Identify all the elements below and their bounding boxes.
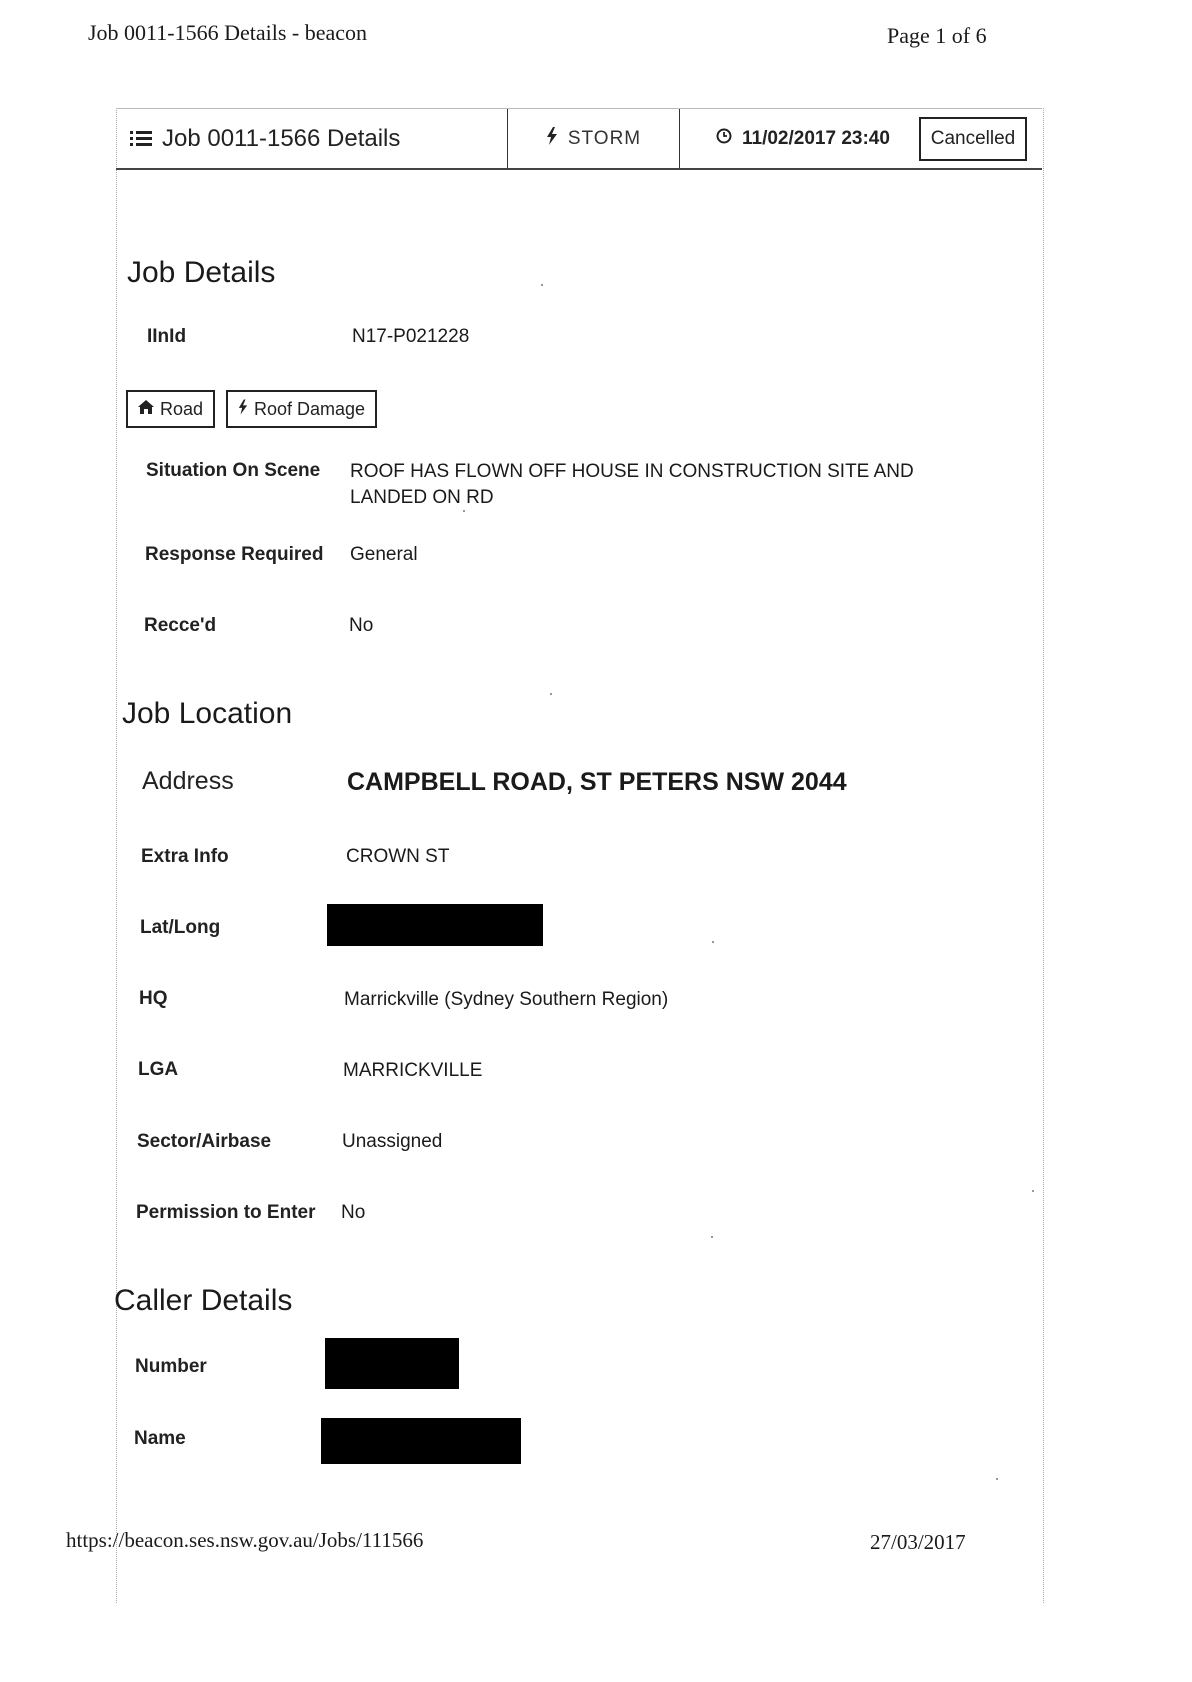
lightning-icon — [546, 127, 558, 151]
scan-speck — [996, 1478, 998, 1480]
lga-value: MARRICKVILLE — [343, 1060, 483, 1081]
tag-road[interactable] — [126, 390, 215, 428]
scan-speck — [1032, 1190, 1034, 1192]
caller-name-redacted — [321, 1418, 521, 1464]
tag-roof-damage-label: Roof Damage — [254, 398, 366, 419]
hq-value: Marrickville (Sydney Southern Region) — [344, 989, 669, 1010]
address-value: CAMPBELL ROAD, ST PETERS NSW 2044 — [347, 768, 847, 796]
job-title: Job 0011-1566 Details — [162, 124, 401, 152]
job-type-segment — [508, 109, 680, 168]
address-label: Address — [142, 767, 234, 795]
response-label: Response Required — [145, 544, 324, 565]
scan-speck — [712, 941, 714, 943]
caller-number-label: Number — [135, 1356, 207, 1377]
caller-name-label: Name — [134, 1428, 186, 1449]
job-datetime: 11/02/2017 23:40 — [742, 127, 890, 149]
lga-label: LGA — [138, 1059, 179, 1080]
print-document-title: Job 0011-1566 Details - beacon — [88, 20, 368, 45]
job-title-segment — [116, 109, 508, 168]
tag-road-label: Road — [160, 398, 204, 419]
response-value: General — [350, 544, 418, 565]
extra-info-label: Extra Info — [141, 846, 229, 867]
scan-speck — [541, 284, 543, 286]
lightning-icon — [238, 399, 248, 419]
print-footer-url: https://beacon.ses.nsw.gov.au/Jobs/111566 — [66, 1528, 424, 1552]
hq-label: HQ — [139, 988, 168, 1009]
sector-label: Sector/Airbase — [137, 1131, 272, 1152]
job-location-heading: Job Location — [122, 697, 293, 730]
extra-info-value: CROWN ST — [346, 846, 450, 867]
tag-roof-damage[interactable] — [226, 390, 377, 428]
sector-value: Unassigned — [342, 1131, 443, 1152]
recce-label: Recce'd — [144, 615, 217, 636]
permission-value: No — [341, 1202, 366, 1223]
recce-value: No — [349, 615, 374, 636]
content-frame — [116, 108, 1044, 1603]
scan-speck — [463, 510, 465, 512]
caller-number-redacted — [325, 1338, 459, 1389]
status-badge: Cancelled — [919, 117, 1027, 161]
job-type-label: STORM — [567, 127, 642, 149]
icms-id-value: N17-P021228 — [352, 326, 470, 347]
scan-speck — [550, 693, 552, 695]
situation-value-line1: ROOF HAS FLOWN OFF HOUSE IN CONSTRUCTION SITE AND — [350, 461, 914, 482]
scan-speck — [711, 1236, 713, 1238]
situation-label: Situation On Scene — [146, 460, 321, 481]
list-icon — [130, 131, 152, 147]
permission-label: Permission to Enter — [136, 1202, 316, 1223]
print-page-number: Page 1 of 6 — [887, 23, 987, 48]
print-footer-date: 27/03/2017 — [870, 1530, 966, 1554]
icms-id-label: IInId — [147, 326, 187, 347]
job-header-bar — [116, 108, 1042, 170]
job-details-heading: Job Details — [127, 256, 276, 289]
home-icon — [138, 400, 154, 418]
clock-icon — [716, 128, 732, 150]
situation-value-line2: LANDED ON RD — [350, 487, 494, 508]
latlong-label: Lat/Long — [140, 917, 221, 938]
caller-details-heading: Caller Details — [114, 1284, 293, 1317]
latlong-redacted — [327, 904, 543, 946]
